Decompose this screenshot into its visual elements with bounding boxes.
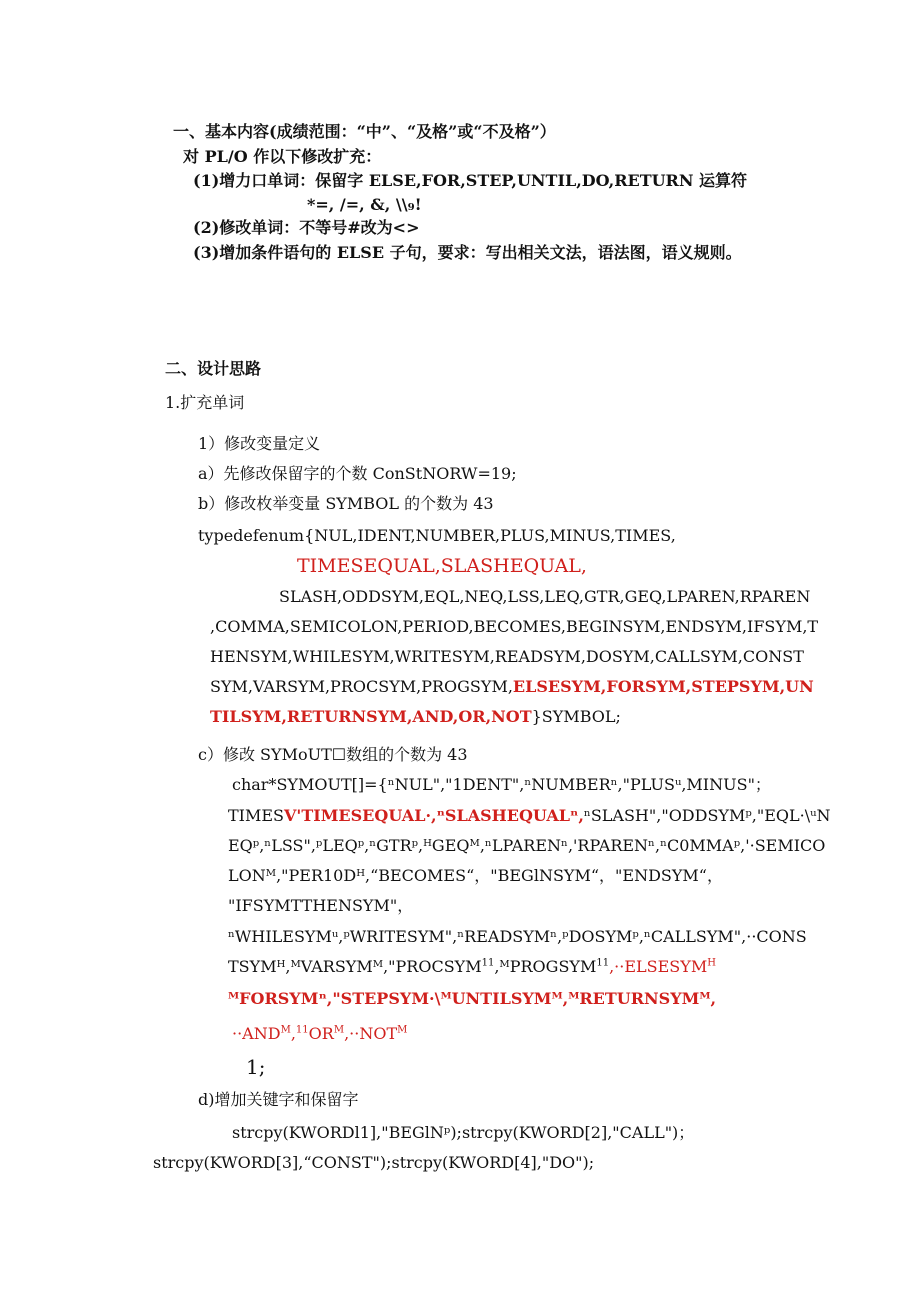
symout-line-7-progsym: ,ᴹPROGSYM xyxy=(494,957,597,976)
section-1-heading: 一、基本内容(成绩范围：“中”、“及格”或“不及格”） xyxy=(173,122,556,141)
symout-line-9-sup-4: M xyxy=(397,1024,408,1036)
typedef-line-1: typedefenum{NUL,IDENT,NUMBER,PLUS,MINUS,TIMES, xyxy=(198,526,676,545)
section-1-intro: 对 PL/O 作以下修改扩充： xyxy=(183,147,382,166)
symout-line-9-sup-1: M xyxy=(280,1024,291,1036)
symout-line-2-start: TIMES xyxy=(228,806,285,825)
symout-line-7-sup-2: 11 xyxy=(596,957,610,969)
typedef-line-7-added: TILSYM,RETURNSYM,AND,OR,NOT xyxy=(210,707,532,726)
symout-line-7-sup-1: 11 xyxy=(481,957,495,969)
step-d: d)增加关键字和保留字 xyxy=(198,1090,359,1109)
section-2-heading: 二、设计思路 xyxy=(165,359,262,378)
typedef-line-7 xyxy=(210,707,621,727)
typedef-line-6-added: ELSESYM,FORSYM,STEPSYM,UN xyxy=(512,677,814,696)
symout-line-9-sup-3: M xyxy=(333,1024,345,1036)
symout-line-2-added: V'TIMESEQUAL·,ⁿSLASHEQUALⁿ, xyxy=(284,806,584,825)
strcpy-line-1: strcpy(KWORDl1],"BEGlNᵖ);strcpy(KWORD[2],"CALL")； xyxy=(232,1123,695,1142)
symout-line-9-and: ··AND xyxy=(232,1024,281,1043)
symout-line-9-comma: , xyxy=(290,1024,296,1043)
symout-line-5: "IFSYMTTHENSYM"， xyxy=(228,896,414,915)
symout-line-3: EQᵖ,ⁿLSS",ᵖLEQᵖ,ⁿGTRᵖ,ᴴGEQᴹ,ⁿLPARENⁿ,'RPARENⁿ,ⁿC0MMAᵖ,'·SEMICO xyxy=(228,836,826,855)
symout-line-2 xyxy=(228,806,831,826)
symout-line-7-elsesym: ,··ELSESYM xyxy=(609,957,708,976)
step-c: c）修改 SYMoUT☐数组的个数为 43 xyxy=(198,745,468,764)
symout-line-9-or: OR xyxy=(308,1024,334,1043)
symout-line-6: ⁿWHILESYMᵘ,ᵖWRITESYM",ⁿREADSYMⁿ,ᵖDOSYMᵖ,ⁿCALLSYM",··CONS xyxy=(228,927,807,946)
symout-line-7 xyxy=(228,957,716,977)
symout-end: 1; xyxy=(246,1055,266,1079)
symout-line-9 xyxy=(232,1024,407,1044)
typedef-line-6-text: SYM,VARSYM,PROCSYM,PROGSYM, xyxy=(210,677,513,696)
symout-line-4: LONᴹ,"PER10Dᴴ,“BECOMES“，"BEGlNSYM“，"ENDSYM“， xyxy=(228,866,723,885)
symout-line-7-sup-3: H xyxy=(707,957,716,969)
typedef-line-4: ,COMMA,SEMICOLON,PERIOD,BECOMES,BEGINSYM,ENDSYM,IFSYM,T xyxy=(210,617,819,636)
symout-line-8-added: ᴹFORSYMⁿ,"STEPSYM·\ᴹUNTILSYMᴹ,ᴹRETURNSYMᴹ, xyxy=(228,989,717,1008)
step-b: b）修改枚举变量 SYMBOL 的个数为 43 xyxy=(198,494,494,513)
symout-line-7-procsym: TSYMᴴ,ᴹVARSYMᴹ,"PROCSYM xyxy=(228,957,482,976)
typedef-line-5: HENSYM,WHILESYM,WRITESYM,READSYM,DOSYM,CALLSYM,CONST xyxy=(210,647,804,666)
item-1-add-tokens: (1)增力口单词：保留字 ELSE,FOR,STEP,UNTIL,DO,RETURN 运算符 xyxy=(193,171,748,190)
typedef-line-3: SLASH,ODDSYM,EQL,NEQ,LSS,LEQ,GTR,GEQ,LPAREN,RPAREN xyxy=(279,587,811,606)
typedef-line-2-added: TIMESEQUAL,SLASHEQUAL, xyxy=(297,555,587,577)
typedef-line-6 xyxy=(210,677,814,697)
item-1-operators: *=, /=, &, \\₉! xyxy=(307,195,422,214)
symout-line-9-not: ,··NOT xyxy=(344,1024,398,1043)
typedef-line-7-end: }SYMBOL; xyxy=(531,707,621,726)
strcpy-line-2: strcpy(KWORD[3],“CONST");strcpy(KWORD[4],"DO"); xyxy=(153,1153,595,1172)
symout-line-9-sup-2: 11 xyxy=(295,1024,309,1036)
step-a: a）先修改保留字的个数 ConStNORW=19; xyxy=(198,464,517,483)
step-1-title: 1）修改变量定义 xyxy=(198,434,321,453)
symout-line-1: char*SYMOUT[]={ⁿNUL","1DENT",ⁿNUMBERⁿ,"PLUSᵘ,MINUS"； xyxy=(232,775,771,794)
subsection-1-title: 1.扩充单词 xyxy=(165,393,245,412)
item-3-else-clause: (3)增加条件语句的 ELSE 子句，要求：写出相关文法，语法图，语义规则。 xyxy=(193,243,742,262)
item-2-modify-neq: (2)修改单词：不等号#改为<> xyxy=(193,218,420,237)
symout-line-2-end: ⁿSLASH","ODDSYMᵖ,"EQL·\ᵘN xyxy=(583,806,831,825)
